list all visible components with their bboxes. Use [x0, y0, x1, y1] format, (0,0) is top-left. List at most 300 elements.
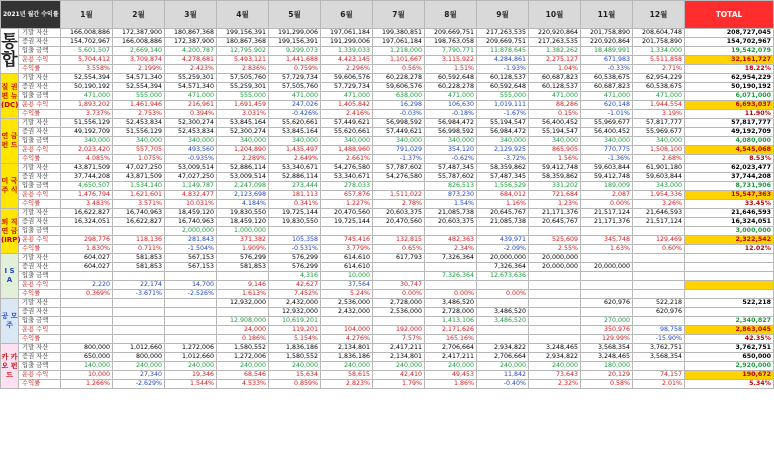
total-cell: 522,218 — [685, 299, 774, 308]
value-cell: 800,000 — [61, 344, 113, 353]
value-cell: 4,200,787 — [165, 47, 217, 56]
value-cell: 0.56% — [373, 65, 425, 74]
value-cell: 129,469 — [633, 236, 685, 245]
value-cell: 555,000 — [113, 92, 165, 101]
value-cell: 37,744,208 — [61, 173, 113, 182]
total-cell: 21,646,593 — [685, 209, 774, 218]
value-cell: 4,316 — [269, 272, 321, 281]
value-cell: 240,000 — [217, 362, 269, 371]
table-row — [1, 137, 774, 146]
table-row — [1, 56, 774, 65]
value-cell: 54,276,580 — [321, 164, 373, 173]
value-cell: -1.67% — [477, 110, 529, 119]
value-cell: 0.759% — [269, 65, 321, 74]
value-cell: 180,867,368 — [217, 38, 269, 47]
value-cell: 4,278,681 — [165, 56, 217, 65]
value-cell: 2,432,000 — [321, 308, 373, 317]
value-cell: 1,218,000 — [373, 47, 425, 56]
value-cell: 55,969,677 — [633, 128, 685, 137]
value-cell: 216,961 — [165, 101, 217, 110]
value-cell: -15.90% — [633, 335, 685, 344]
value-cell: 1,511,022 — [373, 191, 425, 200]
value-cell: 59,412,748 — [581, 173, 633, 182]
value-cell: 49,453 — [425, 371, 477, 380]
value-cell: 576,299 — [217, 254, 269, 263]
value-cell: 4.276% — [321, 335, 373, 344]
value-cell — [113, 308, 165, 317]
row-label: 증권 자산 — [19, 263, 61, 272]
value-cell: 1,691,459 — [217, 101, 269, 110]
value-cell: 57,817,777 — [633, 119, 685, 128]
value-cell: 104,000 — [321, 326, 373, 335]
value-cell: 1,405,842 — [321, 101, 373, 110]
month-header: 8월 — [425, 1, 477, 29]
value-cell: 10,000 — [321, 272, 373, 281]
value-cell: 30,747 — [373, 281, 425, 290]
value-cell: 198,763,058 — [425, 38, 477, 47]
value-cell: 129.99% — [581, 335, 633, 344]
value-cell: 20,129 — [581, 371, 633, 380]
value-cell: 21,646,593 — [633, 209, 685, 218]
value-cell: 20,000,000 — [529, 263, 581, 272]
value-cell: 2,247,098 — [217, 182, 269, 191]
value-cell: 567,153 — [165, 254, 217, 263]
value-cell — [581, 281, 633, 290]
value-cell: 0.394% — [165, 110, 217, 119]
value-cell — [529, 281, 581, 290]
total-cell: 33.45% — [685, 200, 774, 209]
value-cell: 7,790,771 — [425, 47, 477, 56]
table-row — [1, 308, 774, 317]
row-label: 입출 금액 — [19, 362, 61, 371]
value-cell: 2,123,698 — [217, 191, 269, 200]
row-label: 수익률 — [19, 245, 61, 254]
value-cell: 3,568,354 — [581, 344, 633, 353]
value-cell: 1.63% — [581, 245, 633, 254]
value-cell: 57,729,734 — [321, 83, 373, 92]
total-header: TOTAL — [685, 1, 774, 29]
table-row — [1, 371, 774, 380]
value-cell: -3.72% — [477, 155, 529, 164]
value-cell: 0.369% — [61, 290, 113, 299]
value-cell: 172,387,900 — [165, 38, 217, 47]
month-header: 5월 — [269, 1, 321, 29]
value-cell — [633, 317, 685, 326]
row-label: 운용 수익 — [19, 56, 61, 65]
value-cell — [217, 272, 269, 281]
value-cell — [269, 227, 321, 236]
value-cell: 2.753% — [113, 110, 165, 119]
value-cell: 43,871,509 — [61, 164, 113, 173]
value-cell: 37,564 — [321, 281, 373, 290]
table-row — [1, 182, 774, 191]
value-cell: 57,487,345 — [477, 173, 529, 182]
value-cell: 57,449,621 — [373, 128, 425, 137]
month-header: 1월 — [61, 1, 113, 29]
value-cell: 154,702,967 — [61, 38, 113, 47]
value-cell: 10,619,201 — [269, 317, 321, 326]
value-cell: 74,157 — [633, 371, 685, 380]
value-cell: 1,580,552 — [269, 353, 321, 362]
row-label: 수익률 — [19, 200, 61, 209]
value-cell: 12,673,636 — [477, 272, 529, 281]
value-cell: 19,346 — [165, 371, 217, 380]
value-cell — [165, 326, 217, 335]
group-label: 퇴 직 연 금 (IRP) — [1, 209, 19, 254]
row-label: 입출 금액 — [19, 272, 61, 281]
value-cell: 493,560 — [165, 146, 217, 155]
value-cell: 54,571,340 — [165, 83, 217, 92]
value-cell: 20,470,560 — [373, 218, 425, 227]
value-cell: 2,134,801 — [321, 344, 373, 353]
value-cell: -1.01% — [581, 110, 633, 119]
value-cell: 343,000 — [633, 182, 685, 191]
value-cell — [477, 281, 529, 290]
row-label: 기말 자산 — [19, 164, 61, 173]
value-cell: 53,009,514 — [165, 164, 217, 173]
value-cell — [529, 335, 581, 344]
value-cell: 1.544% — [165, 380, 217, 389]
value-cell: 2,669,140 — [113, 47, 165, 56]
value-cell: 2,417,211 — [425, 353, 477, 362]
value-cell: 3,486,520 — [425, 299, 477, 308]
total-cell: 3,000,000 — [685, 227, 774, 236]
total-cell: 11.90% — [685, 110, 774, 119]
value-cell: 52,453,834 — [165, 128, 217, 137]
value-cell: 16,298 — [373, 101, 425, 110]
value-cell — [477, 335, 529, 344]
table-row — [1, 353, 774, 362]
total-cell: 8.53% — [685, 155, 774, 164]
value-cell: 16,740,963 — [113, 209, 165, 218]
value-cell: 1,461,946 — [113, 101, 165, 110]
value-cell: -0.531% — [269, 245, 321, 254]
value-cell — [529, 326, 581, 335]
value-cell: 2,275,127 — [529, 56, 581, 65]
value-cell: 16,622,827 — [61, 209, 113, 218]
value-cell: 18,459,120 — [165, 209, 217, 218]
value-cell: 1,508,100 — [633, 146, 685, 155]
value-cell: -1.36% — [581, 155, 633, 164]
value-cell — [165, 317, 217, 326]
value-cell: 1,272,006 — [217, 353, 269, 362]
value-cell: 3,762,751 — [633, 344, 685, 353]
value-cell: 240,000 — [373, 362, 425, 371]
value-cell: 56,998,592 — [373, 119, 425, 128]
table-row — [1, 110, 774, 119]
value-cell: 2,171,626 — [425, 326, 477, 335]
value-cell: 2,134,801 — [373, 353, 425, 362]
value-cell: 4.533% — [217, 380, 269, 389]
value-cell — [529, 227, 581, 236]
row-label: 입출 금액 — [19, 317, 61, 326]
value-cell: 209,669,751 — [477, 38, 529, 47]
value-cell: 620,976 — [581, 299, 633, 308]
value-cell: 3.571% — [113, 200, 165, 209]
value-cell: 55,259,301 — [165, 74, 217, 83]
value-cell: 800,000 — [113, 353, 165, 362]
group-label: 질 권 편 뉴 (DC) — [1, 74, 19, 119]
value-cell: 581,853 — [113, 263, 165, 272]
value-cell: 1,944,554 — [633, 101, 685, 110]
value-cell — [113, 227, 165, 236]
value-cell: 1,893,202 — [61, 101, 113, 110]
value-cell: 2.289% — [217, 155, 269, 164]
value-cell: 2,000,000 — [165, 227, 217, 236]
value-cell: 55,787,602 — [425, 173, 477, 182]
row-label: 입출 금액 — [19, 182, 61, 191]
value-cell: 2,934,822 — [529, 353, 581, 362]
value-cell: 340,000 — [477, 137, 529, 146]
group-label: 통합 — [1, 29, 19, 74]
value-cell: 21,085,738 — [477, 218, 529, 227]
value-cell: 43,871,509 — [113, 173, 165, 182]
value-cell: 617,793 — [373, 254, 425, 263]
value-cell: -0.40% — [477, 380, 529, 389]
table-row — [1, 164, 774, 173]
value-cell: 604,027 — [61, 263, 113, 272]
value-cell — [633, 290, 685, 299]
value-cell: 1,413,106 — [425, 317, 477, 326]
value-cell: -2.629% — [113, 380, 165, 389]
value-cell: 18,489,991 — [581, 47, 633, 56]
total-cell: 8,731,906 — [685, 182, 774, 191]
value-cell: 4,284,861 — [477, 56, 529, 65]
table-row — [1, 218, 774, 227]
value-cell: 58,359,862 — [529, 173, 581, 182]
value-cell: 2.296% — [321, 65, 373, 74]
value-cell — [581, 290, 633, 299]
value-cell: 57,505,760 — [269, 83, 321, 92]
value-cell: 9,299,073 — [269, 47, 321, 56]
value-cell — [113, 272, 165, 281]
value-cell: 1,272,006 — [165, 344, 217, 353]
value-cell: 1,382,262 — [529, 47, 581, 56]
value-cell: 57,449,621 — [321, 119, 373, 128]
value-cell: 20,645,767 — [529, 218, 581, 227]
value-cell: 58,615 — [321, 371, 373, 380]
value-cell: 345,748 — [581, 236, 633, 245]
table-row — [1, 317, 774, 326]
total-cell: 50,190,192 — [685, 83, 774, 92]
value-cell: 0.15% — [529, 110, 581, 119]
value-cell: 22,174 — [113, 281, 165, 290]
value-cell: 5.24% — [321, 290, 373, 299]
value-cell: 614,610 — [321, 254, 373, 263]
value-cell — [633, 272, 685, 281]
value-cell: 59,412,748 — [529, 164, 581, 173]
value-cell: 240,000 — [477, 362, 529, 371]
value-cell: 240,000 — [113, 362, 165, 371]
value-cell: -0.62% — [425, 155, 477, 164]
value-cell: 52,300,274 — [217, 128, 269, 137]
row-label: 기말 자산 — [19, 254, 61, 263]
value-cell: 119,201 — [269, 326, 321, 335]
value-cell: 208,604,748 — [633, 29, 685, 38]
value-cell: 3.779% — [321, 245, 373, 254]
value-cell: 56,998,592 — [425, 128, 477, 137]
value-cell: 620,976 — [633, 308, 685, 317]
row-label: 수익률 — [19, 65, 61, 74]
value-cell: 638,000 — [373, 92, 425, 101]
total-cell — [685, 263, 774, 272]
value-cell: 1.56% — [529, 155, 581, 164]
value-cell: 56,984,472 — [425, 119, 477, 128]
total-cell: 2,863,045 — [685, 326, 774, 335]
value-cell: 60,592,648 — [425, 74, 477, 83]
value-cell: 5.154% — [269, 335, 321, 344]
value-cell: 240,000 — [425, 362, 477, 371]
value-cell: 191,299,006 — [269, 29, 321, 38]
value-cell: 59,603,844 — [633, 173, 685, 182]
value-cell: 52,453,834 — [113, 119, 165, 128]
total-cell: 49,192,709 — [685, 128, 774, 137]
total-cell: 62,954,229 — [685, 74, 774, 83]
value-cell: 55,259,301 — [217, 83, 269, 92]
value-cell: 581,853 — [113, 254, 165, 263]
value-cell — [113, 335, 165, 344]
value-cell: 201,758,890 — [581, 29, 633, 38]
value-cell: 21,517,124 — [633, 218, 685, 227]
value-cell — [61, 272, 113, 281]
value-cell: 1.51% — [425, 65, 477, 74]
value-cell: 4.184% — [217, 200, 269, 209]
value-cell: 7,326,364 — [477, 263, 529, 272]
value-cell — [633, 227, 685, 236]
value-cell: 657,876 — [321, 191, 373, 200]
value-cell: -1.37% — [373, 155, 425, 164]
value-cell: 471,000 — [165, 92, 217, 101]
row-label: 기말 자산 — [19, 119, 61, 128]
value-cell: 1.54% — [425, 200, 477, 209]
value-cell: 60,128,537 — [477, 74, 529, 83]
value-cell: 10.031% — [165, 200, 217, 209]
row-label: 증권 자산 — [19, 218, 61, 227]
value-cell: 180,000 — [581, 362, 633, 371]
value-cell: 52,300,274 — [165, 119, 217, 128]
month-header: 7월 — [373, 1, 425, 29]
row-label: 기말 자산 — [19, 74, 61, 83]
value-cell: 2.823% — [321, 380, 373, 389]
row-label: 운용 수익 — [19, 326, 61, 335]
month-header: 2월 — [113, 1, 165, 29]
value-cell: 51,556,129 — [113, 128, 165, 137]
value-cell: 1,435,497 — [269, 146, 321, 155]
value-cell: 0.58% — [581, 380, 633, 389]
table-row — [1, 119, 774, 128]
value-cell: 471,000 — [581, 92, 633, 101]
value-cell: 60,592,648 — [477, 83, 529, 92]
total-cell: 4,545,068 — [685, 146, 774, 155]
value-cell: 471,000 — [529, 92, 581, 101]
value-cell: 471,000 — [633, 92, 685, 101]
table-row — [1, 263, 774, 272]
total-cell — [685, 290, 774, 299]
value-cell: 557,705 — [113, 146, 165, 155]
value-cell: 604,027 — [61, 254, 113, 263]
value-cell — [113, 299, 165, 308]
row-label: 증권 자산 — [19, 308, 61, 317]
value-cell: 24,000 — [217, 326, 269, 335]
value-cell: 10,000 — [61, 371, 113, 380]
value-cell: 47,027,250 — [113, 164, 165, 173]
value-cell: 52,886,114 — [269, 173, 321, 182]
value-cell: 3,486,520 — [477, 317, 529, 326]
value-cell: 0.859% — [269, 380, 321, 389]
group-label: 카 카 오 펀 드 — [1, 344, 19, 389]
total-cell — [685, 254, 774, 263]
value-cell: 3.483% — [61, 200, 113, 209]
value-cell: 11,842 — [477, 371, 529, 380]
value-cell: 3.26% — [633, 200, 685, 209]
month-header: 11월 — [581, 1, 633, 29]
row-label: 기말 자산 — [19, 299, 61, 308]
value-cell: 4,423,145 — [321, 56, 373, 65]
value-cell: 0.00% — [581, 200, 633, 209]
table-row — [1, 227, 774, 236]
value-cell: 2.836% — [217, 65, 269, 74]
total-cell: 2,322,542 — [685, 236, 774, 245]
value-cell: 1.04% — [529, 65, 581, 74]
value-cell: 4,650,507 — [61, 182, 113, 191]
total-cell: 15,547,363 — [685, 191, 774, 200]
row-label: 수익률 — [19, 335, 61, 344]
value-cell — [61, 326, 113, 335]
value-cell: 0.00% — [425, 290, 477, 299]
total-cell: 19,542,079 — [685, 47, 774, 56]
value-cell: 165.16% — [425, 335, 477, 344]
row-label: 증권 자산 — [19, 128, 61, 137]
value-cell: 7.57% — [373, 335, 425, 344]
value-cell — [373, 182, 425, 191]
value-cell: 11,878,645 — [477, 47, 529, 56]
value-cell: 59,606,576 — [373, 83, 425, 92]
table-row — [1, 344, 774, 353]
value-cell — [425, 281, 477, 290]
value-cell: 1,488,960 — [321, 146, 373, 155]
value-cell: 5,493,121 — [217, 56, 269, 65]
value-cell: 1,012,660 — [165, 353, 217, 362]
value-cell: -0.935% — [165, 155, 217, 164]
row-label: 운용 수익 — [19, 371, 61, 380]
value-cell: 0.60% — [633, 245, 685, 254]
value-cell: 1,012,660 — [113, 344, 165, 353]
value-cell: 54,571,340 — [113, 74, 165, 83]
value-cell: 20,000,000 — [529, 254, 581, 263]
value-cell: 5,511,858 — [633, 56, 685, 65]
value-cell: 1.613% — [217, 290, 269, 299]
value-cell: 60,538,675 — [633, 83, 685, 92]
value-cell: 61,901,180 — [633, 164, 685, 173]
value-cell: 340,000 — [425, 137, 477, 146]
value-cell — [529, 308, 581, 317]
table-row — [1, 47, 774, 56]
value-cell: 73,643 — [529, 371, 581, 380]
value-cell: 2.68% — [633, 155, 685, 164]
value-cell: 18,459,120 — [217, 218, 269, 227]
table-row — [1, 245, 774, 254]
row-label: 증권 자산 — [19, 353, 61, 362]
value-cell: 105,358 — [269, 236, 321, 245]
value-cell: 340,000 — [581, 137, 633, 146]
value-cell: 1,954,336 — [633, 191, 685, 200]
value-cell: 3,568,354 — [633, 353, 685, 362]
value-cell: 166,008,886 — [113, 38, 165, 47]
row-label: 증권 자산 — [19, 83, 61, 92]
value-cell: 98,758 — [633, 326, 685, 335]
value-cell: 220,920,864 — [529, 29, 581, 38]
table-row — [1, 83, 774, 92]
